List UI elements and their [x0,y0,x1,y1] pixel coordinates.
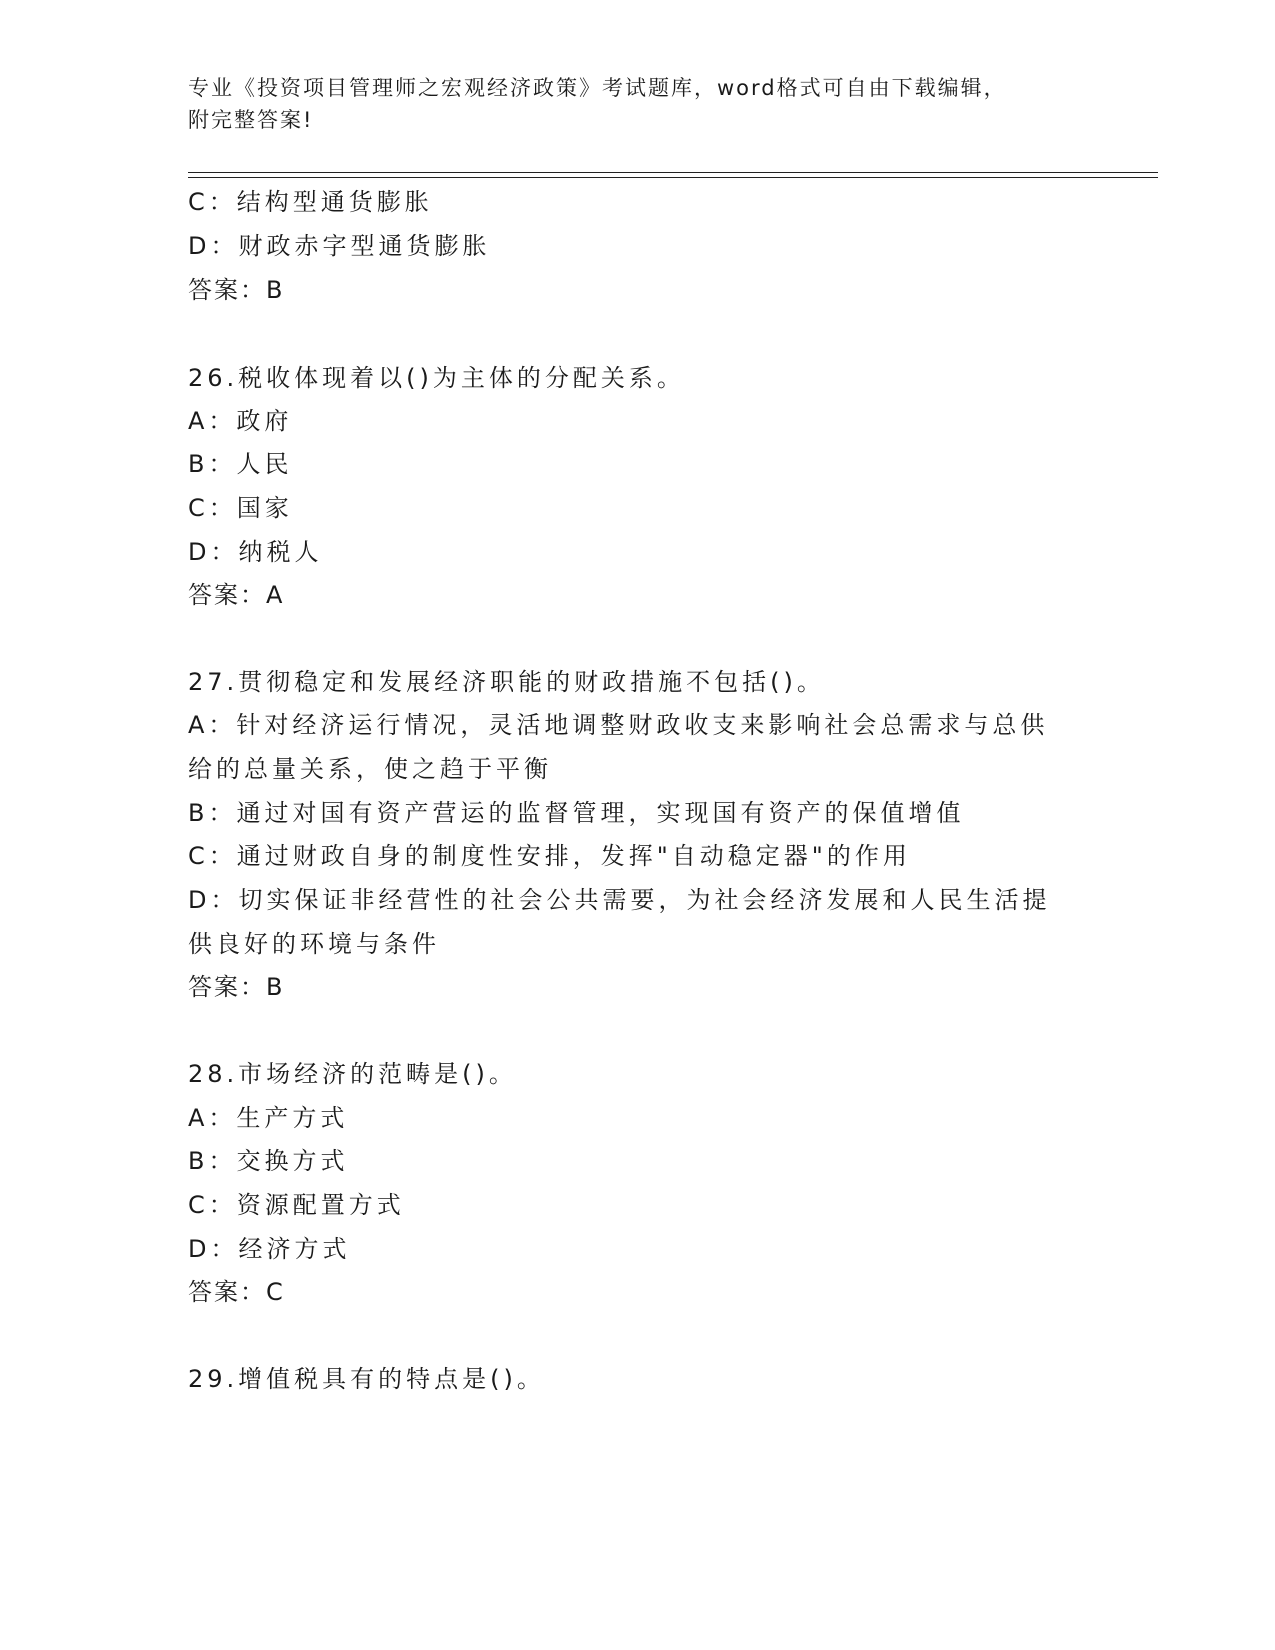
question-text: 29.增值税具有的特点是()。 [188,1365,545,1393]
option-b: B：交换方式 [188,1147,349,1175]
option-a-line-1: A：针对经济运行情况，灵活地调整财政收支来影响社会总需求与总供 [188,711,1049,739]
option-a: A：生产方式 [188,1104,349,1132]
header-rule-bottom [188,177,1158,178]
header-line-1: 专业《投资项目管理师之宏观经济政策》考试题库，word格式可自由下载编辑， [188,76,1007,100]
question-text: 27.贯彻稳定和发展经济职能的财政措施不包括()。 [188,668,825,696]
question-text: 26.税收体现着以()为主体的分配关系。 [188,364,685,392]
option-d: D：财政赤字型通货膨胀 [188,232,491,260]
option-a-line-2: 给的总量关系，使之趋于平衡 [188,755,552,783]
option-d: D：经济方式 [188,1235,351,1263]
option-b: B：人民 [188,450,293,478]
option-d-line-1: D：切实保证非经营性的社会公共需要，为社会经济发展和人民生活提 [188,886,1051,914]
header-line-2: 附完整答案! [188,108,314,132]
question-text: 28.市场经济的范畴是()。 [188,1060,517,1088]
header-rule-top [188,172,1158,173]
answer: 答案：C [188,1278,285,1306]
answer: 答案：A [188,581,285,609]
option-c: C：国家 [188,494,293,522]
option-a: A：政府 [188,407,293,435]
answer: 答案：B [188,973,285,1001]
option-c: C：资源配置方式 [188,1191,405,1219]
option-d-line-2: 供良好的环境与条件 [188,930,440,958]
option-b: B：通过对国有资产营运的监督管理，实现国有资产的保值增值 [188,799,965,827]
option-d: D：纳税人 [188,538,323,566]
answer: 答案：B [188,276,285,304]
option-c: C：通过财政自身的制度性安排，发挥"自动稳定器"的作用 [188,842,911,870]
option-c: C：结构型通货膨胀 [188,188,433,216]
